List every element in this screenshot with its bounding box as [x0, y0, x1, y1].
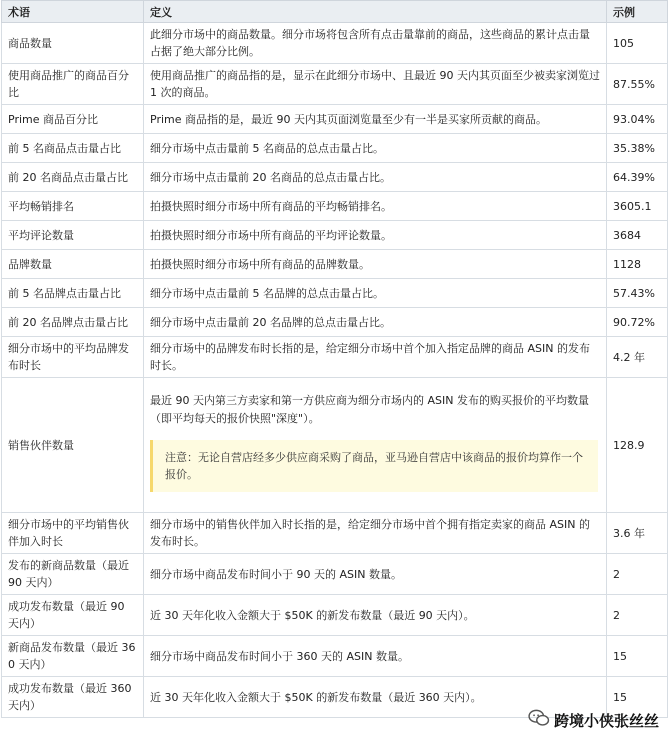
table-row [2, 250, 668, 279]
wechat-official-account-icon [528, 709, 550, 731]
definition-cell: 拍摄快照时细分市场中所有商品的品牌数量。 [144, 250, 607, 279]
example-cell: 2 [607, 595, 668, 636]
example-cell: 105 [607, 23, 668, 64]
term-cell: 前 5 名品牌点击量占比 [2, 279, 144, 308]
definition-cell: 细分市场中商品发布时间小于 360 天的 ASIN 数量。 [144, 636, 607, 677]
definition-cell: 近 30 天年化收入金额大于 $50K 的新发布数量（最近 360 天内）。 [144, 677, 607, 718]
example-cell: 1128 [607, 250, 668, 279]
term-cell: 细分市场中的平均销售伙伴加入时长 [2, 513, 144, 554]
example-cell: 87.55% [607, 64, 668, 105]
header-example: 示例 [607, 1, 668, 23]
table-row [2, 192, 668, 221]
table-row [2, 23, 668, 64]
term-cell: 前 5 名商品点击量占比 [2, 134, 144, 163]
table-header-row [2, 1, 668, 23]
definition-cell: 细分市场中点击量前 20 名商品的总点击量占比。 [144, 163, 607, 192]
definition-cell: 使用商品推广的商品指的是，显示在此细分市场中、且最近 90 天内其页面至少被卖家浏览过 1 次的商品。 [144, 64, 607, 105]
watermark-text: 跨境小侠张丝丝 [553, 711, 659, 730]
term-cell: 新商品发布数量（最近 360 天内） [2, 636, 144, 677]
header-definition: 定义 [144, 1, 607, 23]
term-cell: 品牌数量 [2, 250, 144, 279]
term-cell: 细分市场中的平均品牌发布时长 [2, 337, 144, 378]
definition-cell: 此细分市场中的商品数量。细分市场将包含所有点击量靠前的商品，这些商品的累计点击量占据了绝大部分比例。 [144, 23, 607, 64]
definition-cell: 细分市场中点击量前 20 名品牌的总点击量占比。 [144, 308, 607, 337]
definition-cell: Prime 商品指的是，最近 90 天内其页面浏览量至少有一半是买家所贡献的商品。 [144, 105, 607, 134]
table-row [2, 337, 668, 378]
table-row [2, 595, 668, 636]
term-cell: 使用商品推广的商品百分比 [2, 64, 144, 105]
term-cell: 成功发布数量（最近 90 天内） [2, 595, 144, 636]
example-cell: 3605.1 [607, 192, 668, 221]
term-cell: 前 20 名品牌点击量占比 [2, 308, 144, 337]
header-term: 术语 [2, 1, 144, 23]
table-row [2, 513, 668, 554]
definition-text: 最近 90 天内第三方卖家和第一方供应商为细分市场内的 ASIN 发布的购买报价的平均数量（即平均每天的报价快照"深度"）。 [150, 393, 589, 425]
definition-cell: 拍摄快照时细分市场中所有商品的平均畅销排名。 [144, 192, 607, 221]
note-callout: 注意：无论自营店经多少供应商采购了商品，亚马逊自营店中该商品的报价均算作一个报价。 [150, 440, 598, 492]
table-row [2, 221, 668, 250]
example-cell: 128.9 [607, 378, 668, 513]
watermark [528, 709, 659, 731]
example-cell: 2 [607, 554, 668, 595]
definition-cell: 细分市场中商品发布时间小于 90 天的 ASIN 数量。 [144, 554, 607, 595]
example-cell: 3684 [607, 221, 668, 250]
term-cell: 前 20 名商品点击量占比 [2, 163, 144, 192]
definition-cell: 拍摄快照时细分市场中所有商品的平均评论数量。 [144, 221, 607, 250]
definition-cell: 细分市场中的销售伙伴加入时长指的是，给定细分市场中首个拥有指定卖家的商品 ASIN 的发布时长。 [144, 513, 607, 554]
example-cell: 3.6 年 [607, 513, 668, 554]
example-cell: 35.38% [607, 134, 668, 163]
example-cell: 57.43% [607, 279, 668, 308]
table-row [2, 64, 668, 105]
definition-cell: 近 30 天年化收入金额大于 $50K 的新发布数量（最近 90 天内）。 [144, 595, 607, 636]
term-cell: 发布的新商品数量（最近 90 天内） [2, 554, 144, 595]
term-cell: 销售伙伴数量 [2, 378, 144, 513]
table-row [2, 279, 668, 308]
definitions-table [1, 0, 668, 718]
definition-cell: 细分市场中点击量前 5 名商品的总点击量占比。 [144, 134, 607, 163]
definition-cell: 细分市场中的品牌发布时长指的是，给定细分市场中首个加入指定品牌的商品 ASIN 的发布时长。 [144, 337, 607, 378]
definition-cell: 细分市场中点击量前 5 名品牌的总点击量占比。 [144, 279, 607, 308]
table-row [2, 636, 668, 677]
term-cell: 成功发布数量（最近 360 天内） [2, 677, 144, 718]
example-cell: 15 [607, 636, 668, 677]
table-row [2, 163, 668, 192]
table-row [2, 554, 668, 595]
example-cell: 64.39% [607, 163, 668, 192]
term-cell: 平均评论数量 [2, 221, 144, 250]
definition-cell [144, 378, 607, 513]
term-cell: 商品数量 [2, 23, 144, 64]
example-cell: 15 [607, 677, 668, 718]
table-row [2, 134, 668, 163]
table-row [2, 308, 668, 337]
term-cell: Prime 商品百分比 [2, 105, 144, 134]
term-cell: 平均畅销排名 [2, 192, 144, 221]
example-cell: 93.04% [607, 105, 668, 134]
example-cell: 4.2 年 [607, 337, 668, 378]
example-cell: 90.72% [607, 308, 668, 337]
table-row [2, 378, 668, 513]
table-row [2, 105, 668, 134]
